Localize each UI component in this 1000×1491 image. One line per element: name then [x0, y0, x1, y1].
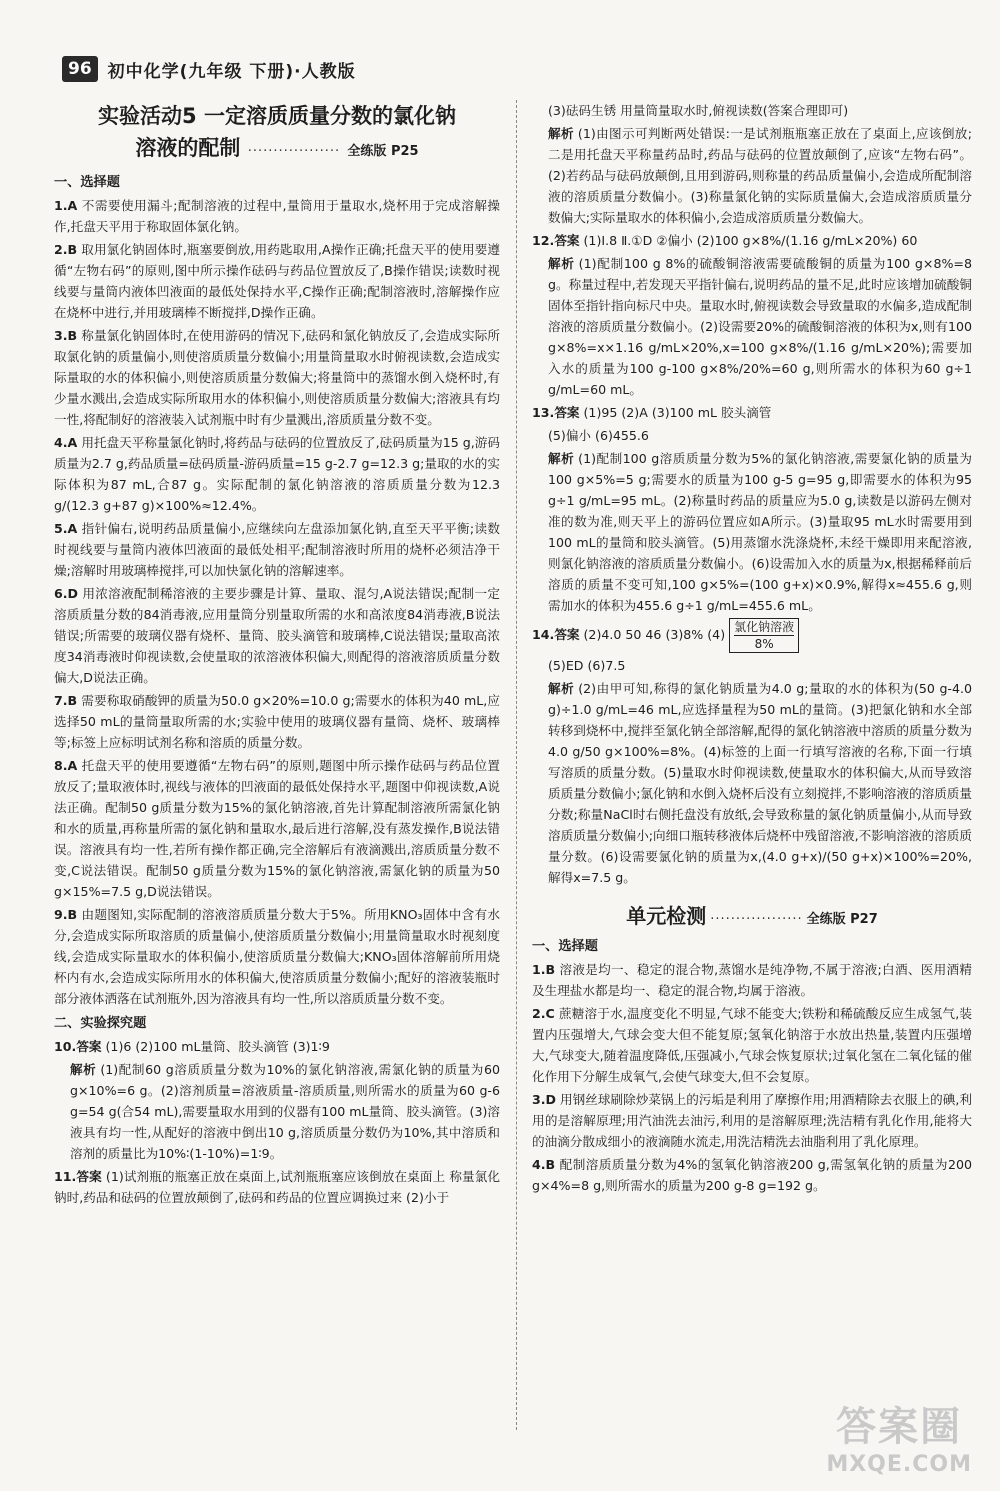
item-number: 13. [532, 405, 555, 420]
answer-text-2: (5)ED (6)7.5 [548, 658, 626, 673]
answer-item-7 [54, 690, 500, 753]
explanation-text: (1)配制100 g溶质质量分数为5%的氯化钠溶液,需要氯化钠的质量为100 g×5%=5 g;需要水的质量为100 g-5 g=95 g,即需要水的体积为95 g÷1 g/mL=95 mL。(2)称量时药品的质量应为5.0 g,读数是以游码左侧对准的数为准,则天平上的游码位置应如A所示。(3)量取95 mL水时需要用到100 mL的量筒和胶头滴管。(5)用蒸馏水洗涤烧杯,未经干燥即用来配溶液,则氯化钠溶液的溶质质量分数偏小。(6)设需加入水的质量为x,根据稀释前后溶质的质量不变可知,100 g×5%=(100 g+x)×0.9%,解得x≈455.6 g,则需加水的体积为455.6 g÷1 g/mL=455.6 mL。 [548, 451, 973, 613]
left-column [54, 100, 500, 1210]
page-number: 96 [62, 56, 98, 82]
item-number: 7.B [54, 693, 78, 708]
bottle-label [729, 618, 799, 653]
item-number: 14. [532, 627, 555, 642]
right-column [532, 100, 972, 1198]
answer-label: 答案 [554, 405, 580, 420]
item-number: 5.A [54, 521, 78, 536]
item-number: 4.A [54, 435, 78, 450]
unit-answer-item-3 [532, 1089, 972, 1152]
item-number: 4.B [532, 1157, 556, 1172]
unit-answer-item-4 [532, 1154, 972, 1196]
item-number: 9.B [54, 907, 78, 922]
section-title-line1: 实验活动5 一定溶质质量分数的氯化钠 [98, 104, 456, 128]
watermark-line2: MXQE.COM [826, 1452, 972, 1477]
item-number: 6.D [54, 586, 79, 601]
answer-text-2: (5)偏小 (6)455.6 [548, 428, 649, 443]
part-heading: 一、选择题 [532, 939, 598, 954]
item-text: 用托盘天平称量氯化钠时,将药品与砝码的位置放反了,砝码质量为15 g,游码质量为2.7 g,药品质量=砝码质量-游码质量=15 g-2.7 g=12.3 g;量取的水的实际体积为87 mL,合87 g。实际配制的氯化钠溶液的溶质质量分数为12.3 g/(12.3 g+87 g)×100%≈12.4%。 [54, 435, 500, 513]
answer-item-2 [54, 239, 500, 323]
item-number: 3.D [532, 1092, 557, 1107]
answer-item-11 [54, 1166, 500, 1208]
item-number: 12. [532, 233, 555, 248]
answer-item-5 [54, 518, 500, 581]
item-text: 托盘天平的使用要遵循“左物右码”的原则,题图中所示操作砝码与药品位置放反了;量取液体时,视线与液体的凹液面的最低处保持水平,题图中仰视读数,A说法正确。配制50 g质量分数为15%的氯化钠溶液,首先计算配制溶液所需氯化钠和水的质量,再称量所需的氯化钠和量取水,最后进行溶解,没有蒸发操作,B说法错误。溶液具有均一性,若所有操作都正确,完全溶解后有液滴溅出,溶质质量分数不变,C说法错误。配制50 g质量分数为15%的氯化钠溶液,需氯化钠的质量为50 g×15%=7.5 g,D说法错误。 [54, 758, 500, 899]
answer-item-8 [54, 755, 500, 902]
watermark-logo [826, 1395, 972, 1477]
explanation [532, 253, 972, 400]
explanation-text: (1)配制60 g溶质质量分数为10%的氯化钠溶液,需氯化钠的质量为60 g×10%=6 g。(2)溶剂质量=溶液质量-溶质质量,则所需水的质量为60 g-6 g=54 g(合54 mL),需要量取水用到的仪器有100 mL量筒、胶头滴管。(3)溶液具有均一性,从配好的溶液中倒出10 g,溶质质量分数仍为10%,其中溶质和溶剂的质量比为10%∶(1-10%)=1∶9。 [70, 1062, 500, 1161]
section-title [54, 100, 500, 168]
unit-ref: 全练版 P27 [806, 912, 878, 927]
part-heading: 二、实验探究题 [54, 1016, 147, 1031]
explanation [532, 448, 972, 616]
item-text: 称量氯化钠固体时,在使用游码的情况下,砝码和氯化钠放反了,会造成实际所取氯化钠的质量偏小,则使溶质质量分数偏小;用量筒量取水时俯视读数,会造成实际量取的水的体积偏小,则使溶质质量分数偏大;将量筒中的蒸馏水倒入烧杯时,有少量水溅出,会造成实际所取用水的体积偏小,则使溶质质量分数偏大;溶液具有均一性,将配制好的溶液装入试剂瓶中时有少量溅出,溶质质量分数不变。 [54, 328, 500, 427]
item-number: 10. [54, 1039, 77, 1054]
bottle-label-name: 氯化钠溶液 [734, 620, 795, 634]
item-text: 取用氯化钠固体时,瓶塞要倒放,用药匙取用,A操作正确;托盘天平的使用要遵循“左物右码”的原则,图中所示操作砝码与药品位置放反了,B操作错误;读数时视线要与量筒内液体凹液面的最低处保持水平,C操作正确;配制溶液时,溶解操作应在烧杯中进行,并用玻璃棒不断搅拌,D操作正确。 [54, 242, 500, 320]
answer-item-13 [532, 402, 972, 423]
item-text: 溶液是均一、稳定的混合物,蒸馏水是纯净物,不属于溶液;白酒、医用酒精及生理盐水都是均一、稳定的混合物,均属于溶液。 [532, 962, 972, 998]
item-number: 1.B [532, 962, 556, 977]
unit-answer-item-1 [532, 959, 972, 1001]
item-text: 配制溶质质量分数为4%的氢氧化钠溶液200 g,需氢氧化钠的质量为200 g×4%=8 g,则所需水的质量为200 g-8 g=192 g。 [532, 1157, 972, 1193]
explanation-text: (2)由甲可知,称得的氯化钠质量为4.0 g;量取的水的体积为(50 g-4.0 g)÷1.0 g/mL=46 mL,应选择量程为50 mL的量筒。(3)把氯化钠和水全部转移到烧杯中,搅拌至氯化钠全部溶解,配得的氯化钠溶液中溶质的质量分数为4.0 g/50 g×100%=8%。(4)标签的上面一行填写溶液的名称,下面一行填写溶质的质量分数。(5)量取水时仰视读数,使量取水的体积偏大,从而导致溶质质量分数偏小;氯化钠和水倒入烧杯后没有立刻搅拌,不影响溶液的溶质质量分数;称量NaCl时右侧托盘没有放纸,会导致称量的氯化钠质量偏小,从而导致溶质质量分数偏小;向细口瓶转移液体后烧杯中残留溶液,不影响溶液的溶质质量分数。(6)设需要氯化钠的质量为x,(4.0 g+x)/(50 g+x)×100%=20%,解得x=7.5 g。 [548, 681, 973, 885]
unit-answer-item-2 [532, 1003, 972, 1087]
explanation-label: 解析 [70, 1062, 97, 1077]
explanation [532, 678, 972, 888]
answer-item-10 [54, 1036, 500, 1057]
answer-label: 答案 [554, 627, 580, 642]
explanation [532, 123, 972, 228]
answer-item-3 [54, 325, 500, 430]
part-heading: 一、选择题 [54, 175, 120, 190]
section-title-line2: 溶液的配制 [135, 136, 241, 160]
answer-item-9 [54, 904, 500, 1009]
bottle-label-fraction: 8% [754, 637, 774, 651]
item-number: 2.C [532, 1006, 555, 1021]
explanation [54, 1059, 500, 1164]
unit-heading [532, 906, 972, 930]
item-number: 1.A [54, 198, 78, 213]
explanation-label: 解析 [548, 451, 575, 466]
answer-item-6 [54, 583, 500, 688]
item-text: 由题图知,实际配制的溶液溶质质量分数大于5%。所用KNO₃固体中含有水分,会造成实际所取溶质的质量偏小,使溶质质量分数偏小;用量筒量取水时视刻度线,会造成实际量取水的体积偏小,使溶质质量分数偏大;KNO₃固体溶解前所用烧杯内有水,会造成实际所用水的体积偏大,使溶质质量分数偏小;配好的溶液装瓶时部分液体洒落在试剂瓶外,因为溶液具有均一性,所以溶质质量分数不变。 [54, 907, 500, 1006]
unit-title: 单元检测 [626, 904, 707, 928]
explanation-label: 解析 [548, 681, 575, 696]
item-text: 需要称取硝酸钾的质量为50.0 g×20%=10.0 g;需要水的体积为40 mL,应选择50 mL的量筒量取所需的水;实验中使用的玻璃仪器有量筒、烧杯、玻璃棒等;标签上应标明试剂名称和溶质的质量分数。 [54, 693, 500, 750]
item-number: 2.B [54, 242, 78, 257]
section-ref: 全练版 P25 [347, 144, 419, 159]
explanation-text: (1)由图示可判断两处错误:一是试剂瓶瓶塞正放在了桌面上,应该倒放;二是用托盘天平称量药品时,药品与砝码的位置放颠倒了,应该“左物右码”。(2)若药品与砝码放颠倒,且用到游码,则称量的药品质量偏小,会造成所配制溶液的溶质质量分数偏小。(3)称量氯化钠的实际质量偏大,会造成溶质质量分数偏大;实际量取水的体积偏小,会造成溶质质量分数偏大。 [548, 126, 972, 225]
watermark-line1: 答案圈 [836, 1404, 963, 1450]
column-divider [516, 100, 517, 1430]
answer-label: 答案 [76, 1039, 102, 1054]
item-text: 用钢丝球刷除炒菜锅上的污垢是利用了摩擦作用;用酒精除去衣服上的碘,利用的是溶解原理;用汽油洗去油污,利用的是溶解原理;洗洁精有乳化作用,能将大的油滴分散成细小的液滴随水流走,用洗洁精洗去油脂利用了乳化原理。 [532, 1092, 972, 1149]
answer-item-1 [54, 195, 500, 237]
item-text: 蔗糖溶于水,温度变化不明显,气球不能变大;铁粉和稀硫酸反应生成氢气,装置内压强增大,气球会变大但不能复原;氢氧化钠溶于水放出热量,装置内压强增大,气球变大,随着温度降低,压强减小,气球会恢复原状;过氧化氢在二氧化锰的催化作用下分解生成氧气,会使气球变大,但不会复原。 [532, 1006, 972, 1084]
item-text: 用浓溶液配制稀溶液的主要步骤是计算、量取、混匀,A说法错误;配制一定溶质质量分数的84消毒液,应用量筒分别量取所需的水和高浓度84消毒液,B说法错误;所需要的玻璃仪器有烧杯、量筒、胶头滴管和玻璃棒,C说法错误;量取高浓度34消毒液时仰视读数,会使量取的浓溶液体积偏大,则配得的溶液溶质质量分数偏大,D说法正确。 [54, 586, 500, 685]
answer-text: (1)6 (2)100 mL量筒、胶头滴管 (3)1∶9 [105, 1039, 330, 1054]
answer-text: (1)Ⅰ.8 Ⅱ.①D ②偏小 (2)100 g×8%/(1.16 g/mL×20%) 60 [583, 233, 918, 248]
answer-label: 答案 [76, 1169, 102, 1184]
answer-text: (1)试剂瓶的瓶塞正放在桌面上,试剂瓶瓶塞应该倒放在桌面上 称量氯化钠时,药品和砝码的位置放颠倒了,砝码和药品的位置应调换过来 (2)小于 [54, 1169, 500, 1205]
item-text: 不需要使用漏斗;配制溶液的过程中,量筒用于量取水,烧杯用于完成溶解操作,托盘天平用于称取固体氯化钠。 [54, 198, 500, 234]
answer-item-12 [532, 230, 972, 251]
book-title: 初中化学(九年级 下册)·人教版 [107, 61, 356, 82]
answer-text: (1)95 (2)A (3)100 mL 胶头滴管 [583, 405, 772, 420]
explanation-label: 解析 [548, 126, 574, 141]
answer-text: (2)4.0 50 46 (3)8% (4) [583, 627, 726, 642]
explanation-label: 解析 [548, 256, 575, 271]
item-number: 3.B [54, 328, 78, 343]
unit-dots: ·················· [710, 912, 803, 927]
answer-item-11-continued: (3)砝码生锈 用量筒量取水时,俯视读数(答案合理即可) [548, 103, 849, 118]
answer-label: 答案 [554, 233, 580, 248]
item-number: 11. [54, 1169, 77, 1184]
explanation-text: (1)配制100 g 8%的硫酸铜溶液需要硫酸铜的质量为100 g×8%=8 g。称量过程中,若发现天平指针偏右,说明药品的量不足,此时应该增加硫酸铜固体至指针指向标尺中央。量取水时,俯视读数会导致量取的水偏多,造成配制溶液的溶质质量分数偏小。(2)设需要20%的硫酸铜溶液的体积为x,则有100 g×8%=x×1.16 g/mL×20%,x=100 g×8%/(1.16 g/mL×20%);需要加入水的质量为100 g-100 g×8%/20%=60 g,则所需水的体积为60 g÷1 g/mL=60 mL。 [548, 256, 972, 397]
item-text: 指针偏右,说明药品质量偏小,应继续向左盘添加氯化钠,直至天平平衡;读数时视线要与量筒内液体凹液面的最低处相平;配制溶液时所用的烧杯必须洁净干燥;溶解时用玻璃棒搅拌,可以加快氯化钠的溶解速率。 [54, 521, 500, 578]
item-number: 8.A [54, 758, 78, 773]
page-header [62, 52, 356, 86]
answer-item-14 [532, 618, 972, 653]
answer-item-4 [54, 432, 500, 516]
section-dots: ·················· [247, 144, 341, 159]
